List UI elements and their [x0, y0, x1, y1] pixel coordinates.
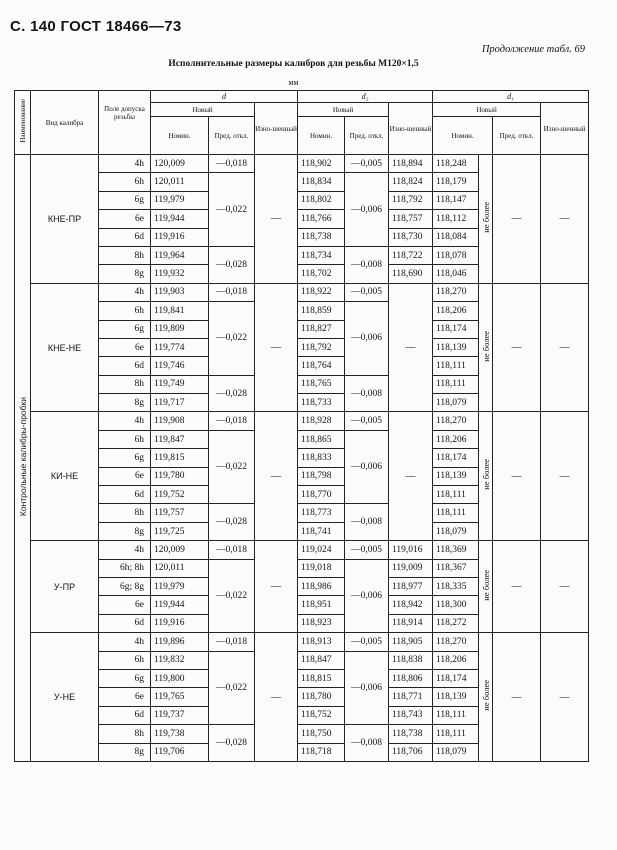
d2-worn: 118,942: [389, 596, 433, 614]
d2-worn: 118,722: [389, 246, 433, 264]
d-nominal: 119,809: [151, 320, 209, 338]
table-row: [15, 283, 589, 301]
header-d2-izn: Изно-шенный: [389, 103, 433, 155]
tolerance-field: 6e: [99, 688, 151, 706]
tolerance-field: 6g: [99, 320, 151, 338]
d1-note: [479, 541, 493, 633]
header-d1-pred: Пред. откл.: [493, 117, 541, 155]
d1-note-text: не более: [480, 569, 491, 601]
d2-worn: 118,838: [389, 651, 433, 669]
d-deviation: —0,022: [209, 173, 255, 247]
d2-nominal: 118,764: [298, 357, 345, 375]
d2-deviation: —0,006: [345, 173, 389, 247]
d1-deviation: —: [493, 412, 541, 541]
tolerance-field: 8g: [99, 265, 151, 283]
d-nominal: 119,749: [151, 375, 209, 393]
d2-nominal: 118,792: [298, 338, 345, 356]
header-d2: d₂: [298, 91, 433, 103]
tolerance-field: 6e: [99, 338, 151, 356]
d-nominal: 119,908: [151, 412, 209, 430]
d1-nominal: 118,111: [433, 725, 479, 743]
tolerance-field: 8h: [99, 725, 151, 743]
d2-nominal: 118,913: [298, 633, 345, 651]
header-d-nom: Номин.: [151, 117, 209, 155]
d2-deviation: —0,005: [345, 283, 389, 301]
d1-nominal: 118,111: [433, 357, 479, 375]
d2-deviation: —0,008: [345, 725, 389, 762]
tolerance-field: 6e: [99, 467, 151, 485]
d1-nominal: 118,206: [433, 430, 479, 448]
d-nominal: 120,009: [151, 155, 209, 173]
d1-nominal: 118,147: [433, 191, 479, 209]
table-row: [15, 541, 589, 559]
d-nominal: 119,896: [151, 633, 209, 651]
d1-worn: —: [541, 541, 589, 633]
tolerance-field: 6e: [99, 210, 151, 228]
side-label: [15, 155, 31, 762]
d-deviation: —0,022: [209, 559, 255, 633]
tolerance-field: 8h: [99, 375, 151, 393]
d-nominal: 119,932: [151, 265, 209, 283]
d2-worn: 118,706: [389, 743, 433, 761]
side-label-text: Контрольные калибры-пробки: [17, 396, 28, 516]
d1-deviation: —: [493, 541, 541, 633]
d-nominal: 119,737: [151, 706, 209, 724]
d2-worn: 118,905: [389, 633, 433, 651]
d1-worn: —: [541, 633, 589, 762]
tolerance-field: 8g: [99, 522, 151, 540]
d1-nominal: 118,335: [433, 577, 479, 595]
d2-nominal: 118,922: [298, 283, 345, 301]
d-worn: —: [255, 541, 298, 633]
d-deviation: —0,022: [209, 651, 255, 725]
tolerance-field: 6e: [99, 596, 151, 614]
d2-deviation: —0,005: [345, 412, 389, 430]
d1-nominal: 118,248: [433, 155, 479, 173]
d-nominal: 119,774: [151, 338, 209, 356]
d2-nominal: 118,834: [298, 173, 345, 191]
d1-worn: —: [541, 412, 589, 541]
d1-note: [479, 412, 493, 541]
d2-worn: —: [389, 412, 433, 541]
d2-nominal: 118,766: [298, 210, 345, 228]
gauge-type: У-ПР: [31, 541, 99, 633]
d2-nominal: 118,923: [298, 614, 345, 632]
d-deviation: —0,028: [209, 246, 255, 283]
d2-worn: 118,690: [389, 265, 433, 283]
d-deviation: —0,028: [209, 504, 255, 541]
d-nominal: 119,717: [151, 394, 209, 412]
table-row: [15, 155, 589, 173]
d1-nominal: 118,079: [433, 743, 479, 761]
d2-deviation: —0,005: [345, 155, 389, 173]
dimensions-table: [14, 90, 589, 762]
d2-nominal: 118,815: [298, 669, 345, 687]
header-d: d: [151, 91, 298, 103]
d1-worn: —: [541, 155, 589, 284]
d1-nominal: 118,174: [433, 449, 479, 467]
d-deviation: —0,018: [209, 633, 255, 651]
d2-deviation: —0,006: [345, 430, 389, 504]
d2-nominal: 118,718: [298, 743, 345, 761]
tolerance-field: 4h: [99, 412, 151, 430]
d2-nominal: 118,741: [298, 522, 345, 540]
d-nominal: 119,944: [151, 596, 209, 614]
d1-nominal: 118,206: [433, 302, 479, 320]
header-d1-nom: Номин.: [433, 117, 493, 155]
d1-note-text: не более: [480, 330, 491, 362]
header-d-pred: Пред. откл.: [209, 117, 255, 155]
d2-nominal: 118,928: [298, 412, 345, 430]
d2-nominal: 118,802: [298, 191, 345, 209]
d-worn: —: [255, 283, 298, 412]
d2-worn: 119,016: [389, 541, 433, 559]
tolerance-field: 6h: [99, 173, 151, 191]
d1-note-text: не более: [480, 459, 491, 491]
d1-nominal: 118,111: [433, 375, 479, 393]
d-worn: —: [255, 633, 298, 762]
header-d2-nom: Номин.: [298, 117, 345, 155]
d-worn: —: [255, 412, 298, 541]
d-deviation: —0,028: [209, 725, 255, 762]
d1-nominal: 118,111: [433, 504, 479, 522]
d-deviation: —0,022: [209, 430, 255, 504]
d1-note: [479, 283, 493, 412]
d1-nominal: 118,270: [433, 283, 479, 301]
tolerance-field: 6h; 8h: [99, 559, 151, 577]
d2-nominal: 118,773: [298, 504, 345, 522]
d-nominal: 119,964: [151, 246, 209, 264]
d2-nominal: 118,702: [298, 265, 345, 283]
d2-worn: 118,738: [389, 725, 433, 743]
tolerance-field: 4h: [99, 155, 151, 173]
d-deviation: —0,018: [209, 412, 255, 430]
d1-deviation: —: [493, 155, 541, 284]
d1-nominal: 118,270: [433, 412, 479, 430]
d-nominal: 119,780: [151, 467, 209, 485]
d2-nominal: 118,750: [298, 725, 345, 743]
d1-nominal: 118,179: [433, 173, 479, 191]
d1-nominal: 118,369: [433, 541, 479, 559]
gauge-type: У-НЕ: [31, 633, 99, 762]
d2-worn: 118,806: [389, 669, 433, 687]
tolerance-field: 6d: [99, 228, 151, 246]
d2-nominal: 118,986: [298, 577, 345, 595]
header-d2-new: Новый: [298, 103, 389, 117]
header-d2-pred: Пред. откл.: [345, 117, 389, 155]
d-nominal: 119,979: [151, 577, 209, 595]
d2-worn: 118,792: [389, 191, 433, 209]
d1-nominal: 118,111: [433, 486, 479, 504]
d2-nominal: 118,865: [298, 430, 345, 448]
d1-nominal: 118,174: [433, 669, 479, 687]
tolerance-field: 6h: [99, 302, 151, 320]
table-title: Исполнительные размеры калибров для резьбы М120×1,5: [168, 59, 419, 69]
d2-worn: 118,757: [389, 210, 433, 228]
d-nominal: 119,903: [151, 283, 209, 301]
d-nominal: 119,841: [151, 302, 209, 320]
d2-worn: 118,730: [389, 228, 433, 246]
d2-deviation: —0,005: [345, 541, 389, 559]
gauge-type: КНЕ-ПР: [31, 155, 99, 284]
d2-nominal: 118,738: [298, 228, 345, 246]
d1-nominal: 118,112: [433, 210, 479, 228]
d2-deviation: —0,006: [345, 559, 389, 633]
d-nominal: 119,944: [151, 210, 209, 228]
d-nominal: 119,757: [151, 504, 209, 522]
d-nominal: 120,011: [151, 173, 209, 191]
header-vid: Вид калибра: [31, 91, 99, 155]
d-nominal: 119,832: [151, 651, 209, 669]
d1-nominal: 118,079: [433, 522, 479, 540]
tolerance-field: 6d: [99, 486, 151, 504]
tolerance-field: 6g: [99, 449, 151, 467]
d2-deviation: —0,006: [345, 651, 389, 725]
tolerance-field: 6d: [99, 706, 151, 724]
d2-deviation: —0,005: [345, 633, 389, 651]
d1-nominal: 118,046: [433, 265, 479, 283]
d-worn: —: [255, 155, 298, 284]
d1-nominal: 118,139: [433, 338, 479, 356]
tolerance-field: 6g: [99, 191, 151, 209]
d2-nominal: 118,780: [298, 688, 345, 706]
d1-nominal: 118,367: [433, 559, 479, 577]
tolerance-field: 6g: [99, 669, 151, 687]
d2-worn: 118,977: [389, 577, 433, 595]
d2-nominal: 118,770: [298, 486, 345, 504]
d2-worn: 118,914: [389, 614, 433, 632]
d-nominal: 119,752: [151, 486, 209, 504]
d-nominal: 119,765: [151, 688, 209, 706]
d2-worn: 118,743: [389, 706, 433, 724]
d2-nominal: 118,902: [298, 155, 345, 173]
tolerance-field: 8g: [99, 394, 151, 412]
tolerance-field: 6d: [99, 614, 151, 632]
d-nominal: 119,847: [151, 430, 209, 448]
table-row: [15, 412, 589, 430]
d2-deviation: —0,006: [345, 302, 389, 376]
d1-nominal: 118,111: [433, 706, 479, 724]
d-nominal: 119,706: [151, 743, 209, 761]
d2-nominal: 118,733: [298, 394, 345, 412]
d1-nominal: 118,079: [433, 394, 479, 412]
tolerance-field: 6h: [99, 651, 151, 669]
d2-nominal: 118,847: [298, 651, 345, 669]
d1-nominal: 118,270: [433, 633, 479, 651]
d2-nominal: 119,024: [298, 541, 345, 559]
continuation-label: Продолжение табл. 69: [481, 44, 585, 55]
d-nominal: 119,800: [151, 669, 209, 687]
table-row: [15, 633, 589, 651]
d2-nominal: 118,798: [298, 467, 345, 485]
d2-worn: 118,894: [389, 155, 433, 173]
d2-worn: 119,009: [389, 559, 433, 577]
d1-nominal: 118,300: [433, 596, 479, 614]
d1-nominal: 118,206: [433, 651, 479, 669]
header-d1-new: Новый: [433, 103, 541, 117]
d2-deviation: —0,008: [345, 375, 389, 412]
tolerance-field: 8h: [99, 246, 151, 264]
header-d-new: Новый: [151, 103, 255, 117]
tolerance-field: 6h: [99, 430, 151, 448]
d1-nominal: 118,139: [433, 688, 479, 706]
header-d1: d₁: [433, 91, 589, 103]
d1-nominal: 118,174: [433, 320, 479, 338]
page-header-left: С. 140 ГОСТ 18466—73: [10, 18, 182, 35]
d-nominal: 119,738: [151, 725, 209, 743]
d-nominal: 119,916: [151, 228, 209, 246]
d2-worn: 118,824: [389, 173, 433, 191]
d1-note: [479, 155, 493, 284]
d2-nominal: 118,765: [298, 375, 345, 393]
d-nominal: 119,725: [151, 522, 209, 540]
d1-nominal: 118,078: [433, 246, 479, 264]
d2-nominal: 119,018: [298, 559, 345, 577]
d1-deviation: —: [493, 283, 541, 412]
tolerance-field: 4h: [99, 633, 151, 651]
d1-note-text: не более: [480, 680, 491, 711]
d1-worn: —: [541, 283, 589, 412]
gauge-type: КИ-НЕ: [31, 412, 99, 541]
d-deviation: —0,018: [209, 541, 255, 559]
d-nominal: 119,746: [151, 357, 209, 375]
tolerance-field: 8g: [99, 743, 151, 761]
d2-nominal: 118,827: [298, 320, 345, 338]
d-deviation: —0,018: [209, 283, 255, 301]
d2-nominal: 118,734: [298, 246, 345, 264]
d-nominal: 119,979: [151, 191, 209, 209]
d-nominal: 120,011: [151, 559, 209, 577]
d-nominal: 119,815: [151, 449, 209, 467]
d2-nominal: 118,951: [298, 596, 345, 614]
d2-deviation: —0,008: [345, 246, 389, 283]
d-deviation: —0,022: [209, 302, 255, 376]
header-d1-izn: Изно-шенный: [541, 103, 589, 155]
d1-nominal: 118,139: [433, 467, 479, 485]
d1-nominal: 118,084: [433, 228, 479, 246]
table-unit: мм: [288, 78, 299, 87]
d1-deviation: —: [493, 633, 541, 762]
d2-worn: 118,771: [389, 688, 433, 706]
tolerance-field: 6d: [99, 357, 151, 375]
d-nominal: 120,009: [151, 541, 209, 559]
d2-nominal: 118,859: [298, 302, 345, 320]
d1-note: [479, 633, 493, 762]
tolerance-field: 4h: [99, 541, 151, 559]
d2-worn: —: [389, 283, 433, 412]
d2-nominal: 118,833: [298, 449, 345, 467]
table-container: [14, 90, 588, 840]
d2-nominal: 118,752: [298, 706, 345, 724]
d-deviation: —0,028: [209, 375, 255, 412]
tolerance-field: 8h: [99, 504, 151, 522]
gauge-type: КНЕ-НЕ: [31, 283, 99, 412]
d1-note-text: не более: [480, 202, 491, 233]
tolerance-field: 6g; 8g: [99, 577, 151, 595]
table-body: [15, 155, 589, 762]
d1-nominal: 118,272: [433, 614, 479, 632]
d2-deviation: —0,008: [345, 504, 389, 541]
d-nominal: 119,916: [151, 614, 209, 632]
header-d-izn: Изно-шенный: [255, 103, 298, 155]
header-pole: Поле допуска резьбы: [99, 91, 151, 155]
d-deviation: —0,018: [209, 155, 255, 173]
tolerance-field: 4h: [99, 283, 151, 301]
header-naim: Наименование: [15, 91, 31, 155]
